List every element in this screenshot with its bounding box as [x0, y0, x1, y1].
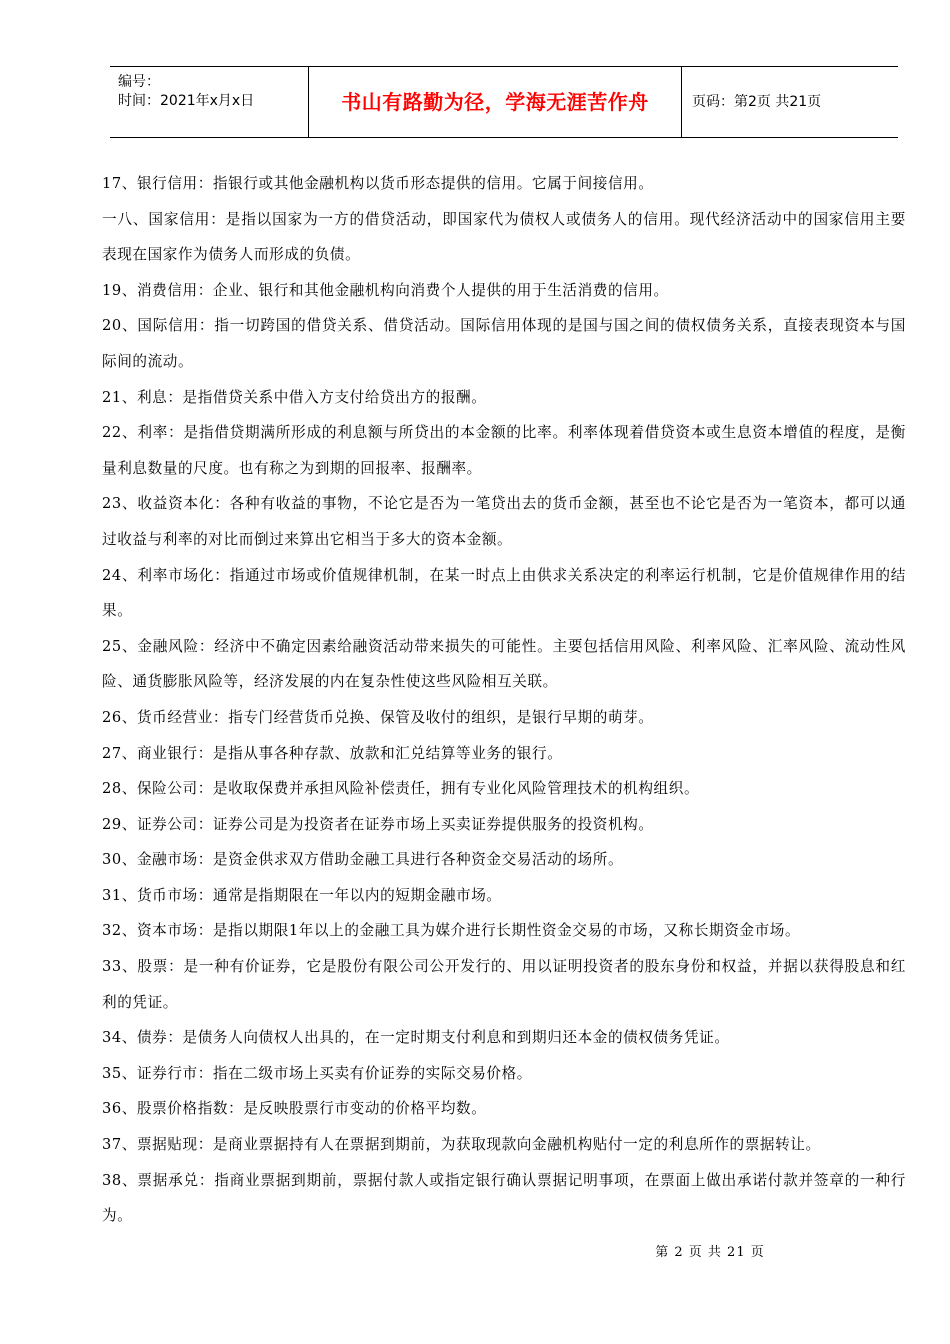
- glossary-entry-21: 21、利息：是指借贷关系中借入方支付给贷出方的报酬。: [102, 388, 487, 406]
- glossary-entry-18: 一八、国家信用：是指以国家为一方的借贷活动，即国家代为债权人或债务人的信用。现代经济活动中的国家信用主要表现在国家作为债务人而形成的负债。: [102, 210, 906, 264]
- header-meta-cell: [110, 67, 308, 137]
- glossary-entry-31: 31、货币市场：通常是指期限在一年以内的短期金融市场。: [102, 886, 502, 904]
- glossary-entry-29: 29、证券公司：证券公司是为投资者在证券市场上买卖证券提供服务的投资机构。: [102, 815, 654, 833]
- glossary-entry-19: 19、消费信用：企业、银行和其他金融机构向消费个人提供的用于生活消费的信用。: [102, 281, 669, 299]
- glossary-entry-25: 25、金融风险：经济中不确定因素给融资活动带来损失的可能性。主要包括信用风险、利率风险、汇率风险、流动性风险、通货膨胀风险等，经济发展的内在复杂性使这些风险相互关联。: [102, 637, 906, 691]
- footer-page-number: 第 2 页 共 21 页: [655, 1245, 765, 1260]
- glossary-entry-34: 34、债券：是债务人向债权人出具的，在一定时期支付利息和到期归还本金的债权债务凭证。: [102, 1029, 730, 1047]
- header-motto-cell: [308, 67, 682, 137]
- glossary-entry-24: 24、利率市场化：指通过市场或价值规律机制，在某一时点上由供求关系决定的利率运行机制，它是价值规律作用的结果。: [102, 566, 906, 620]
- glossary-entry-22: 22、利率：是指借贷期满所形成的利息额与所贷出的本金额的比率。利率体现着借贷资本或生息资本增值的程度，是衡量利息数量的尺度。也有称之为到期的回报率、报酬率。: [102, 424, 906, 477]
- glossary-entry-30: 30、金融市场：是资金供求双方借助金融工具进行各种资金交易活动的场所。: [102, 851, 624, 869]
- glossary-entry-32: 32、资本市场：是指以期限1年以上的金融工具为媒介进行长期性资金交易的市场，又称长期资金市场。: [102, 922, 801, 940]
- document-header: [110, 66, 898, 138]
- header-page-cell: [682, 67, 898, 137]
- glossary-entry-33: 33、股票：是一种有价证券，它是股份有限公司公开发行的、用以证明投资者的股东身份和权益，并据以获得股息和红利的凭证。: [102, 958, 906, 1011]
- glossary-entry-28: 28、保险公司：是收取保费并承担风险补偿责任，拥有专业化风险管理技术的机构组织。: [102, 780, 700, 798]
- glossary-entry-20: 20、国际信用：指一切跨国的借贷关系、借贷活动。国际信用体现的是国与国之间的债权债务关系，直接表现资本与国际间的流动。: [102, 317, 906, 370]
- serial-label: 编号：: [118, 74, 160, 90]
- glossary-entry-38: 38、票据承兑：指商业票据到期前，票据付款人或指定银行确认票据记明事项，在票面上做出承诺付款并签章的一种行为。: [102, 1171, 906, 1225]
- glossary-entry-23: 23、收益资本化：各种有收益的事物，不论它是否为一笔贷出去的货币金额，甚至也不论它是否为一笔资本，都可以通过收益与利率的对比而倒过来算出它相当于多大的资本金额。: [102, 495, 906, 548]
- glossary-entry-36: 36、股票价格指数：是反映股票行市变动的价格平均数。: [102, 1100, 487, 1118]
- glossary-entry-26: 26、货币经营业：指专门经营货币兑换、保管及收付的组织，是银行早期的萌芽。: [102, 708, 654, 726]
- date-text: 时间：2021年x月x日: [118, 93, 255, 109]
- glossary-entry-37: 37、票据贴现：是商业票据持有人在票据到期前，为获取现款向金融机构贴付一定的利息所作的票据转让。: [102, 1136, 821, 1154]
- page-footer: [0, 1244, 950, 1262]
- page-info: 页码：第2页 共21页: [692, 94, 822, 110]
- glossary-entry-17: 17、银行信用：指银行或其他金融机构以货币形态提供的信用。它属于间接信用。: [102, 175, 654, 192]
- glossary-body: [102, 166, 906, 1234]
- motto-text: 书山有路勤为径，学海无涯苦作舟: [341, 90, 649, 114]
- glossary-entry-27: 27、商业银行：是指从事各种存款、放款和汇兑结算等业务的银行。: [102, 744, 563, 762]
- glossary-entry-35: 35、证券行市：指在二级市场上买卖有价证券的实际交易价格。: [102, 1064, 533, 1082]
